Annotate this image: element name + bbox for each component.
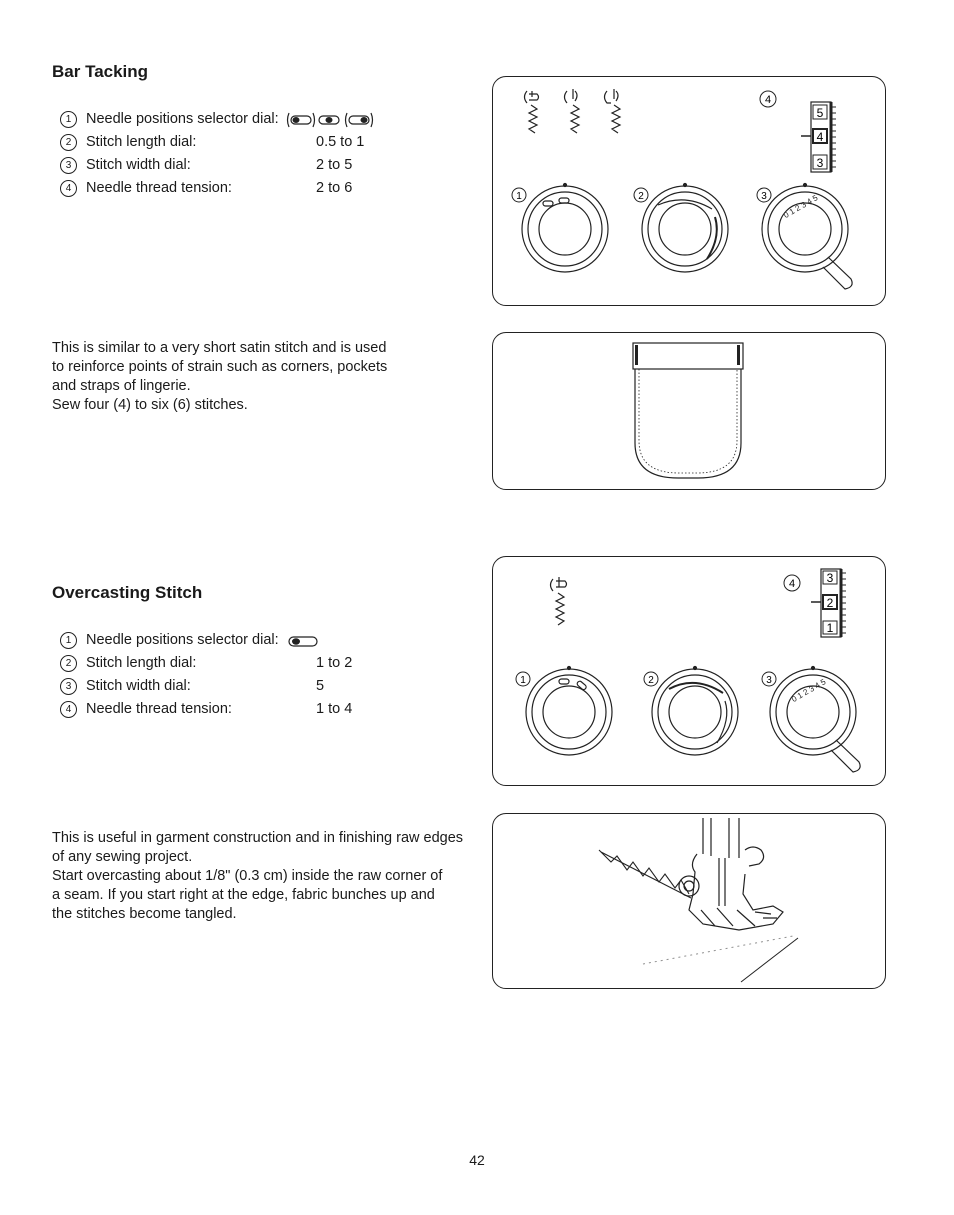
- setting-row-thread-tension: [60, 698, 440, 721]
- bar-tacking-settings: [60, 108, 440, 200]
- section-title-overcasting: Overcasting Stitch: [52, 583, 203, 602]
- tension-scale-bottom: 3: [816, 156, 824, 170]
- stitch-width-dial: [762, 184, 852, 290]
- description-line: This is useful in garment construction and in finishing raw edges: [52, 830, 464, 846]
- needle-stitch-icon-center: [565, 89, 580, 133]
- presser-foot-illustration: [493, 814, 887, 990]
- setting-value: 0.5 to 1: [316, 134, 365, 150]
- bar-tacking-dial-panel: [492, 76, 886, 306]
- needle-position-dial: [522, 184, 608, 273]
- needle-position-left-center-right-icon: [285, 111, 383, 129]
- setting-label: Stitch width dial:: [86, 678, 191, 694]
- setting-value: 5: [316, 678, 325, 694]
- description-line: a seam. If you start right at the edge, fabric bunches up and: [52, 887, 435, 903]
- setting-row-stitch-width: [60, 675, 440, 698]
- dial1-label: 1: [520, 675, 526, 686]
- setting-label: Needle thread tension:: [86, 180, 232, 196]
- overcasting-foot-illustration: [492, 813, 886, 989]
- tension-scale-top: 5: [816, 106, 824, 120]
- dial-settings-illustration: [493, 557, 887, 787]
- setting-label: Stitch length dial:: [86, 655, 197, 671]
- tension-marker-label: 4: [764, 94, 772, 106]
- setting-value: 2 to 6: [316, 180, 353, 196]
- svg-text:0 1 2 3 4 5: 0 1 2 3 4 5: [790, 677, 828, 704]
- tension-scale-mid: 4: [816, 130, 824, 144]
- dial3-label: 3: [766, 675, 772, 686]
- tension-scale-bottom: 1: [826, 621, 834, 635]
- setting-row-needle-position: [60, 629, 440, 652]
- dial1-label: 1: [516, 191, 522, 202]
- needle-position-dial: [526, 667, 612, 756]
- overcasting-description: [52, 829, 492, 924]
- setting-row-stitch-length: [60, 131, 440, 154]
- tension-scale: [801, 102, 836, 172]
- stitch-length-dial: [642, 184, 728, 273]
- description-line: Sew four (4) to six (6) stitches.: [52, 397, 248, 413]
- setting-row-needle-position: [60, 108, 440, 131]
- description-line: to reinforce points of strain such as corners, pockets: [52, 359, 388, 375]
- setting-value: 1 to 4: [316, 701, 353, 717]
- dial2-label: 2: [638, 191, 644, 202]
- needle-stitch-icon-right: [605, 89, 621, 133]
- setting-value: 1 to 2: [316, 655, 353, 671]
- overcast-stitches: [599, 850, 691, 898]
- setting-number: 4: [60, 180, 86, 197]
- dial2-label: 2: [648, 675, 654, 686]
- stitch-length-dial: [652, 667, 738, 756]
- description-line: and straps of lingerie.: [52, 378, 191, 394]
- overcasting-settings: [60, 629, 440, 721]
- tension-scale: [811, 569, 846, 637]
- setting-number: 1: [60, 111, 86, 128]
- setting-row-thread-tension: [60, 177, 440, 200]
- setting-label: Needle positions selector dial:: [86, 111, 279, 127]
- needle-position-left-icon: [287, 633, 321, 649]
- description-line: the stitches become tangled.: [52, 906, 237, 922]
- stitch-width-dial: [770, 667, 860, 773]
- svg-text:0 1 2 3 4 5: 0 1 2 3 4 5: [782, 193, 820, 220]
- setting-number: 3: [60, 157, 86, 174]
- bar-tack-right-mark: [737, 345, 740, 365]
- pocket-illustration: [493, 333, 887, 491]
- setting-label: Stitch length dial:: [86, 134, 197, 150]
- presser-foot: [679, 818, 783, 930]
- setting-number: 1: [60, 632, 86, 649]
- setting-number: 3: [60, 678, 86, 695]
- dial-settings-illustration: [493, 77, 887, 307]
- setting-row-stitch-length: [60, 652, 440, 675]
- setting-label: Needle positions selector dial:: [86, 632, 279, 648]
- tension-marker-label: 4: [788, 578, 796, 590]
- setting-label: Needle thread tension:: [86, 701, 232, 717]
- dial3-label: 3: [761, 191, 767, 202]
- overcasting-dial-panel: [492, 556, 886, 786]
- tension-scale-mid: 2: [826, 596, 834, 610]
- tension-scale-top: 3: [826, 571, 834, 585]
- needle-position-icons: [285, 111, 383, 129]
- description-line: Start overcasting about 1/8" (0.3 cm) inside the raw corner of: [52, 868, 443, 884]
- page-number: 42: [469, 1152, 485, 1168]
- setting-value: 2 to 5: [316, 157, 353, 173]
- bar-tacking-description: [52, 339, 482, 415]
- needle-stitch-icon-left: [551, 577, 567, 625]
- bar-tack-left-mark: [635, 345, 638, 365]
- setting-number: 4: [60, 701, 86, 718]
- setting-label: Stitch width dial:: [86, 157, 191, 173]
- bar-tacking-pocket-illustration: [492, 332, 886, 490]
- setting-row-stitch-width: [60, 154, 440, 177]
- description-line: of any sewing project.: [52, 849, 193, 865]
- setting-number: 2: [60, 134, 86, 151]
- setting-number: 2: [60, 655, 86, 672]
- needle-stitch-icon-left: [525, 91, 539, 133]
- section-title-bar-tacking: Bar Tacking: [52, 62, 149, 81]
- description-line: This is similar to a very short satin stitch and is used: [52, 340, 387, 356]
